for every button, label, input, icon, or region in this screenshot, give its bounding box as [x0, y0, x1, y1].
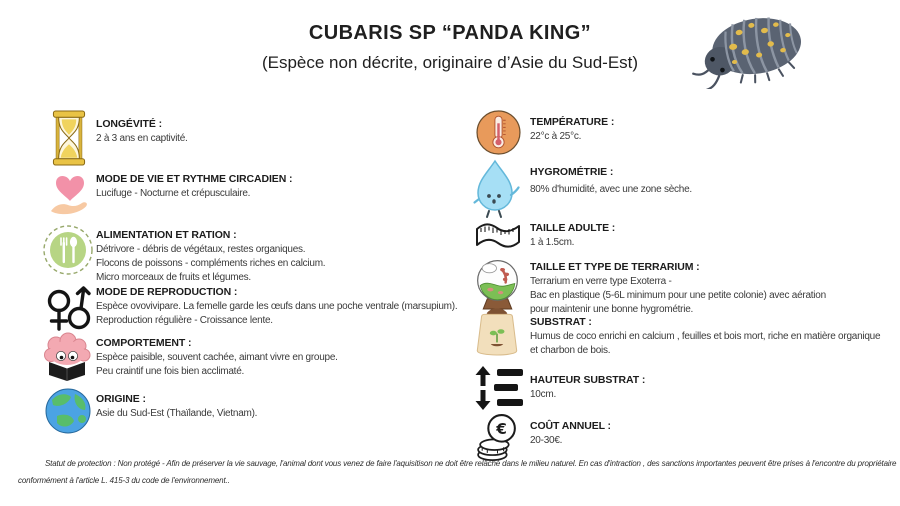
page-subtitle: (Espèce non décrite, originaire d’Asie du Sud-Est) — [261, 53, 639, 72]
section-line: 22°c à 25°c. — [530, 131, 582, 142]
section-line: Peu craintif une fois bien acclimaté. — [96, 366, 245, 377]
section-heading: TAILLE ADULTE : — [530, 222, 616, 234]
svg-text:€: € — [496, 419, 507, 438]
section-heading: TEMPÉRATURE : — [530, 116, 615, 128]
section-line: Micro morceaux de fruits et légumes. — [96, 272, 251, 283]
section-line: pour maintenir une bonne hygrométrie. — [530, 304, 694, 315]
gender-symbols-icon — [44, 281, 94, 335]
globe-icon — [44, 387, 92, 435]
section-heading: ALIMENTATION ET RATION : — [96, 229, 237, 241]
section-line: Espèce ovovivipare. La femelle garde les œufs dans une poche ventrale (marsupium). — [96, 301, 458, 312]
section-longevite — [96, 117, 472, 146]
section-heading: TAILLE ET TYPE DE TERRARIUM : — [530, 261, 700, 273]
panda-king-isopod-icon — [688, 8, 820, 89]
section-line: Espèce paisible, souvent cachée, aimant vivre en groupe. — [96, 352, 338, 363]
section-line: Lucifuge - Nocturne et crépusculaire. — [96, 188, 251, 199]
plate-cutlery-icon — [42, 224, 94, 276]
section-terrarium — [530, 260, 898, 317]
section-mode-de-vie — [96, 172, 472, 201]
section-line: 80% d'humidité, avec une zone sèche. — [530, 184, 692, 195]
substrate-bag-icon — [472, 303, 522, 359]
section-line: 2 à 3 ans en captivité. — [96, 133, 188, 144]
section-line: Reproduction régulière - Croissance lente. — [96, 315, 273, 326]
isopod-illustration — [688, 8, 820, 88]
section-line: Terrarium en verre type Exoterra - — [530, 276, 672, 287]
section-heading: ORIGINE : — [96, 393, 146, 405]
section-heading: LONGÉVITÉ : — [96, 118, 162, 130]
section-temperature — [530, 115, 898, 144]
brain-reading-icon — [42, 331, 92, 381]
section-substrat — [530, 315, 898, 358]
section-heading: COÛT ANNUEL : — [530, 420, 611, 432]
measuring-tape-icon — [474, 219, 522, 253]
section-taille-adulte — [530, 221, 898, 250]
thermometer-icon — [475, 109, 522, 156]
section-line: 10cm. — [530, 389, 556, 400]
protection-status-note-line2: conformément à l'article L. 415-3 du code de l'environnement.. — [18, 476, 230, 485]
section-heading: MODE DE VIE ET RYTHME CIRCADIEN : — [96, 173, 293, 185]
hourglass-icon — [46, 110, 92, 166]
section-heading: COMPORTEMENT : — [96, 337, 192, 349]
section-line: et charbon de bois. — [530, 345, 611, 356]
section-line: Asie du Sud-Est (Thaïlande, Vietnam). — [96, 408, 258, 419]
euro-coins-icon — [474, 413, 521, 462]
section-heading: HAUTEUR SUBSTRAT : — [530, 374, 646, 386]
section-line: Flocons de poissons - compléments riches en calcium. — [96, 258, 326, 269]
section-line: Humus de coco enrichi en calcium , feuilles et bois mort, riche en matière organique — [530, 331, 881, 342]
heart-in-hand-icon — [48, 170, 92, 218]
section-line: Détrivore - débris de végétaux, restes organiques. — [96, 244, 306, 255]
section-comportement — [96, 336, 472, 379]
section-reproduction — [96, 285, 472, 328]
section-alimentation — [96, 228, 472, 285]
section-hygrometrie — [530, 165, 898, 197]
section-line: Bac en plastique (5-6L minimum pour une petite colonie) avec aération — [530, 290, 826, 301]
section-heading: HYGROMÉTRIE : — [530, 166, 614, 178]
height-arrows-icon — [472, 365, 524, 411]
section-hauteur-substrat — [530, 373, 898, 402]
section-line: 20-30€. — [530, 435, 563, 446]
section-cout-annuel — [530, 419, 898, 448]
section-origine — [96, 392, 472, 421]
section-line: 1 à 1.5cm. — [530, 237, 575, 248]
section-heading: MODE DE REPRODUCTION : — [96, 286, 238, 298]
water-drop-icon — [470, 157, 520, 221]
protection-status-note-line1: Statut de protection : Non protégé - Afin de préserver la vie sauvage, l'animal dont vous venez de faire l'aquisitison ne doit être relâché dans le milieu naturel. En cas d'intraction , des sanctions importantes peuvent être prises à l'encontre du propriétaire — [45, 459, 897, 468]
section-heading: SUBSTRAT : — [530, 316, 592, 328]
page-title: CUBARIS SP “PANDA KING” — [308, 22, 592, 44]
